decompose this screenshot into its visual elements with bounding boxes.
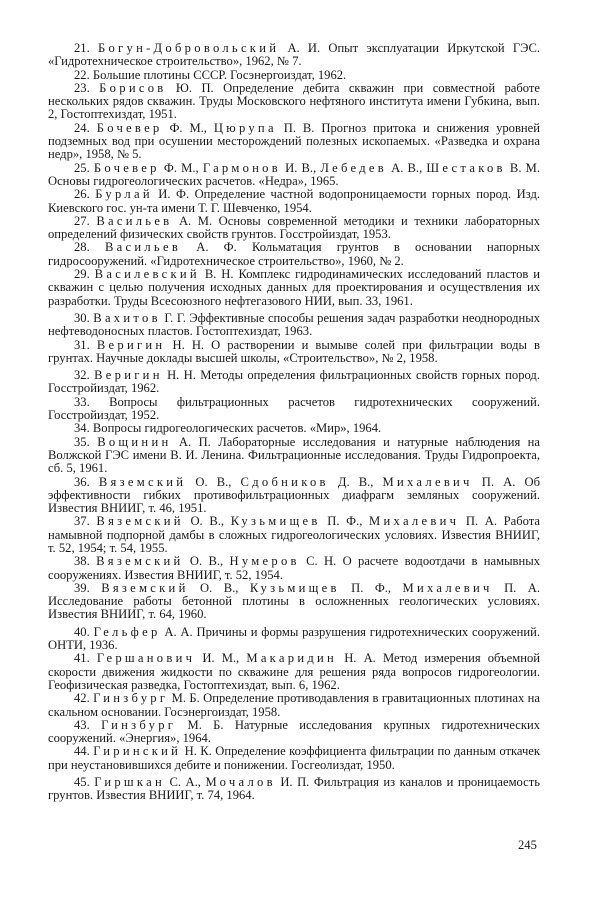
entry-text: И. П. Фильтрация из каналов и проницаемость грунтов. Известия ВНИИГ, т. 74, 1964. bbox=[48, 775, 541, 803]
entry-author: Сдобников bbox=[240, 474, 329, 489]
entry-author: Веригин bbox=[94, 368, 163, 383]
entry-author: Богун-Добровольский bbox=[97, 41, 280, 55]
entry-number: 34. bbox=[74, 421, 90, 436]
entry-author: Гинзбург bbox=[101, 717, 177, 732]
entry-text: П. А. Исследование работы бетонной плотины в осложненных геологических условиях. Известия ВНИИГ, т. 64, 1960. bbox=[48, 580, 540, 622]
bibliography-entry bbox=[48, 215, 540, 242]
entry-text: М. Б. Определение противодавления в гравитационных плотинах на скальном основании. Госэнергоиздат, 1958. bbox=[48, 691, 540, 719]
bibliography-list bbox=[48, 42, 540, 803]
bibliography-entry bbox=[48, 312, 540, 339]
bibliography-entry bbox=[48, 422, 540, 435]
entry-text: И. М., bbox=[195, 651, 247, 666]
entry-text: В. М. Основы гидрогеологических расчетов. «Недра», 1965. bbox=[48, 160, 540, 188]
bibliography-entry bbox=[48, 745, 540, 772]
entry-text: О. В., bbox=[186, 474, 241, 489]
bibliography-entry bbox=[48, 268, 540, 308]
entry-author: Гершанович bbox=[96, 651, 196, 666]
entry-text: О. В., bbox=[183, 554, 230, 569]
entry-author: Лебедев bbox=[320, 160, 387, 175]
entry-author: Гиринский bbox=[93, 744, 182, 759]
entry-number: 37. bbox=[74, 514, 90, 529]
entry-number: 32. bbox=[74, 368, 90, 383]
entry-text: А. Ф. Кольматация грунтов в основании напорных гидросооружений. «Гидротехническое строительство», 1960, № 2. bbox=[48, 240, 540, 268]
entry-number: 21. bbox=[74, 41, 90, 55]
entry-number: 22. bbox=[74, 67, 90, 82]
entry-text: Д. В., bbox=[328, 474, 383, 489]
entry-number: 29. bbox=[74, 267, 90, 282]
entry-number: 39. bbox=[74, 580, 90, 595]
entry-text: А. М. Основы современной методики и техники лабораторных определений физических свойств грунтов. Госстройиздат, 1953. bbox=[48, 213, 541, 242]
bibliography-entry bbox=[48, 339, 540, 366]
entry-text: Вопросы фильтрационных расчетов гидротехнических сооружений. Госстройиздат, 1952. bbox=[48, 394, 540, 423]
entry-author: Макаридин bbox=[246, 651, 338, 666]
entry-text: А. П. Лабораторные исследования и натурные наблюдения на Волжской ГЭС имени В. И. Ленина. Фильтрационные исследования. Труды Гидропроекта, сб. 5, 1961. bbox=[48, 434, 540, 476]
entry-author: Шестаков bbox=[426, 160, 506, 175]
bibliography-entry bbox=[48, 719, 540, 746]
entry-text: П. Ф., bbox=[339, 580, 403, 595]
entry-text: Г. Г. Эффективные способы решения задач разработки неоднородных нефтеводоносных пластов. Гостоптехиздат, 1963. bbox=[48, 310, 540, 339]
entry-number: 33. bbox=[74, 394, 90, 409]
entry-author: Вяземский bbox=[98, 474, 187, 489]
entry-text: С. А., bbox=[165, 775, 206, 790]
entry-number: 38. bbox=[74, 554, 90, 569]
bibliography-entry bbox=[48, 396, 540, 423]
bibliography-entry bbox=[48, 692, 540, 719]
entry-text: Н. Н. О растворении и вымыве солей при фильтрации воды в грунтах. Научные доклады высшей школы, «Строительство», № 2, 1958. bbox=[48, 337, 540, 365]
entry-number: 28. bbox=[74, 240, 90, 255]
bibliography-entry bbox=[48, 626, 540, 653]
bibliography-entry bbox=[48, 241, 540, 268]
entry-text: И. Ф. Определение частной водопроницаемости горных пород. Изд. Киевского гос. ун-та имени Т. Г. Шевченко, 1954. bbox=[48, 187, 540, 215]
bibliography-entry bbox=[48, 582, 540, 622]
entry-number: 45. bbox=[74, 775, 90, 790]
entry-text: Большие плотины СССР. Госэнергоиздат, 1962. bbox=[92, 67, 347, 82]
entry-author: Михалевич bbox=[402, 580, 493, 595]
entry-number: 27. bbox=[74, 213, 90, 228]
entry-text: В. Н. Комплекс гидродинамических исследований пластов и скважин с целью получения исходных данных для проектирования и осуществления их разработки. Труды Всесоюзного нефтегазового НИИ, вып. 33, 1961. bbox=[48, 267, 540, 308]
bibliography-entry bbox=[48, 82, 540, 122]
entry-author: Гиршкан bbox=[94, 775, 165, 790]
entry-number: 30. bbox=[74, 310, 90, 325]
entry-author: Вяземский bbox=[96, 514, 184, 529]
entry-number: 44. bbox=[74, 744, 90, 759]
entry-text: Вопросы гидрогеологических расчетов. «Мир», 1964. bbox=[92, 421, 382, 436]
entry-text: А. И. Опыт эксплуатации Иркутской ГЭС. «Гидротехническое строительство», 1962, № 7. bbox=[48, 41, 540, 69]
entry-text: И. В., bbox=[280, 160, 321, 175]
entry-number: 36. bbox=[74, 474, 90, 489]
entry-author: Михалевич bbox=[369, 514, 460, 529]
entry-author: Бурлай bbox=[95, 187, 153, 202]
entry-text: О. В., bbox=[188, 580, 250, 595]
bibliography-entry bbox=[48, 122, 540, 162]
entry-text: П. В. Прогноз притока и снижения уровней подземных вод при осушении месторождений полезных ископаемых. «Разведка и охрана недр», 1958, № 5. bbox=[48, 120, 540, 162]
entry-author: Бочевер bbox=[93, 160, 160, 175]
bibliography-entry bbox=[48, 69, 540, 82]
entry-author: Веригин bbox=[96, 337, 166, 352]
entry-author: Кузьмищев bbox=[230, 514, 321, 529]
entry-author: Михалевич bbox=[382, 474, 473, 489]
entry-author: Василевский bbox=[94, 267, 200, 282]
entry-author: Бочевер bbox=[96, 120, 163, 135]
entry-text: П. А. Об эффективности гибких противофильтрационных диафрагм земляных сооружений. Известия ВНИИГ, т. 46, 1951. bbox=[48, 474, 540, 516]
entry-author: Гельфер bbox=[93, 624, 161, 639]
entry-text: П. Ф., bbox=[320, 514, 370, 529]
entry-author: Васильев bbox=[96, 213, 173, 228]
entry-number: 42. bbox=[74, 691, 90, 706]
entry-author: Нумеров bbox=[229, 554, 300, 569]
entry-text: Н. К. Определение коэффициента фильтрации по данным откачек при неустановившихся дебите и понижении. Госгеолиздат, 1950. bbox=[48, 744, 541, 772]
page-number: 245 bbox=[518, 838, 537, 852]
entry-number: 26. bbox=[74, 187, 90, 202]
entry-author: Вяземский bbox=[101, 580, 189, 595]
entry-text: Н. А. Метод измерения объемной скорости движения жидкости по скважине для решения ряда вопросов гидрогеологии. Геофизическая разведка, Гостоптехиздат, вып. 6, 1962. bbox=[48, 651, 540, 692]
entry-text: О. В., bbox=[183, 514, 231, 529]
bibliography-entry bbox=[48, 162, 540, 189]
bibliography-entry bbox=[48, 188, 540, 215]
entry-number: 41. bbox=[74, 651, 90, 666]
entry-number: 23. bbox=[74, 80, 90, 95]
bibliography-entry bbox=[48, 515, 540, 555]
bibliography-entry bbox=[48, 476, 540, 516]
entry-author: Кузьмищев bbox=[249, 580, 340, 595]
entry-text: П. А. Работа намывной подпорной дамбы в сложных гидрогеологических условиях. Известия ВНИИГ, т. 52, 1954; т. 54, 1955. bbox=[48, 514, 541, 555]
entry-text: М. Б. Натурные исследования крупных гидротехнических сооружений. «Энергия», 1964. bbox=[48, 717, 540, 746]
entry-author: Гинзбург bbox=[93, 691, 169, 706]
entry-number: 31. bbox=[74, 337, 90, 352]
entry-author: Вощинин bbox=[97, 434, 172, 449]
entry-author: Цюрупа bbox=[213, 120, 277, 135]
bibliography-entry bbox=[48, 436, 540, 476]
entry-text: А. В., bbox=[386, 160, 427, 175]
entry-number: 35. bbox=[74, 434, 90, 449]
bibliography-entry bbox=[48, 776, 540, 803]
entry-number: 24. bbox=[74, 120, 90, 135]
bibliography-entry bbox=[48, 369, 540, 396]
entry-author: Гармонов bbox=[202, 160, 281, 175]
entry-text: Ф. М., bbox=[162, 120, 214, 135]
entry-text: Н. Н. Методы определения фильтрационных свойств горных пород. Госстройиздат, 1962. bbox=[48, 368, 540, 396]
entry-text: Ф. М., bbox=[159, 160, 203, 175]
entry-number: 43. bbox=[74, 717, 90, 732]
entry-author: Мочалов bbox=[205, 775, 276, 790]
bibliography-entry bbox=[48, 652, 540, 692]
entry-author: Вахитов bbox=[93, 310, 161, 325]
entry-text: А. А. Причины и формы разрушения гидротехнических сооружений. ОНТИ, 1936. bbox=[48, 624, 540, 653]
entry-number: 25. bbox=[74, 160, 90, 175]
entry-author: Вяземский bbox=[96, 554, 184, 569]
bibliography-entry bbox=[48, 42, 540, 69]
entry-text: С. Н. О расчете водоотдачи в намывных сооружениях. Известия ВНИИГ, т. 52, 1954. bbox=[48, 554, 540, 582]
entry-number: 40. bbox=[74, 624, 90, 639]
entry-author: Васильев bbox=[104, 240, 182, 255]
bibliography-entry bbox=[48, 555, 540, 582]
entry-author: Борисов bbox=[99, 80, 167, 95]
entry-text: Ю. П. Определение дебита скважин при совместной работе нескольких рядов скважин. Труды Московского нефтяного института имени Губкина, вып. 2, Гостоптехиздат, 1951. bbox=[48, 80, 540, 122]
